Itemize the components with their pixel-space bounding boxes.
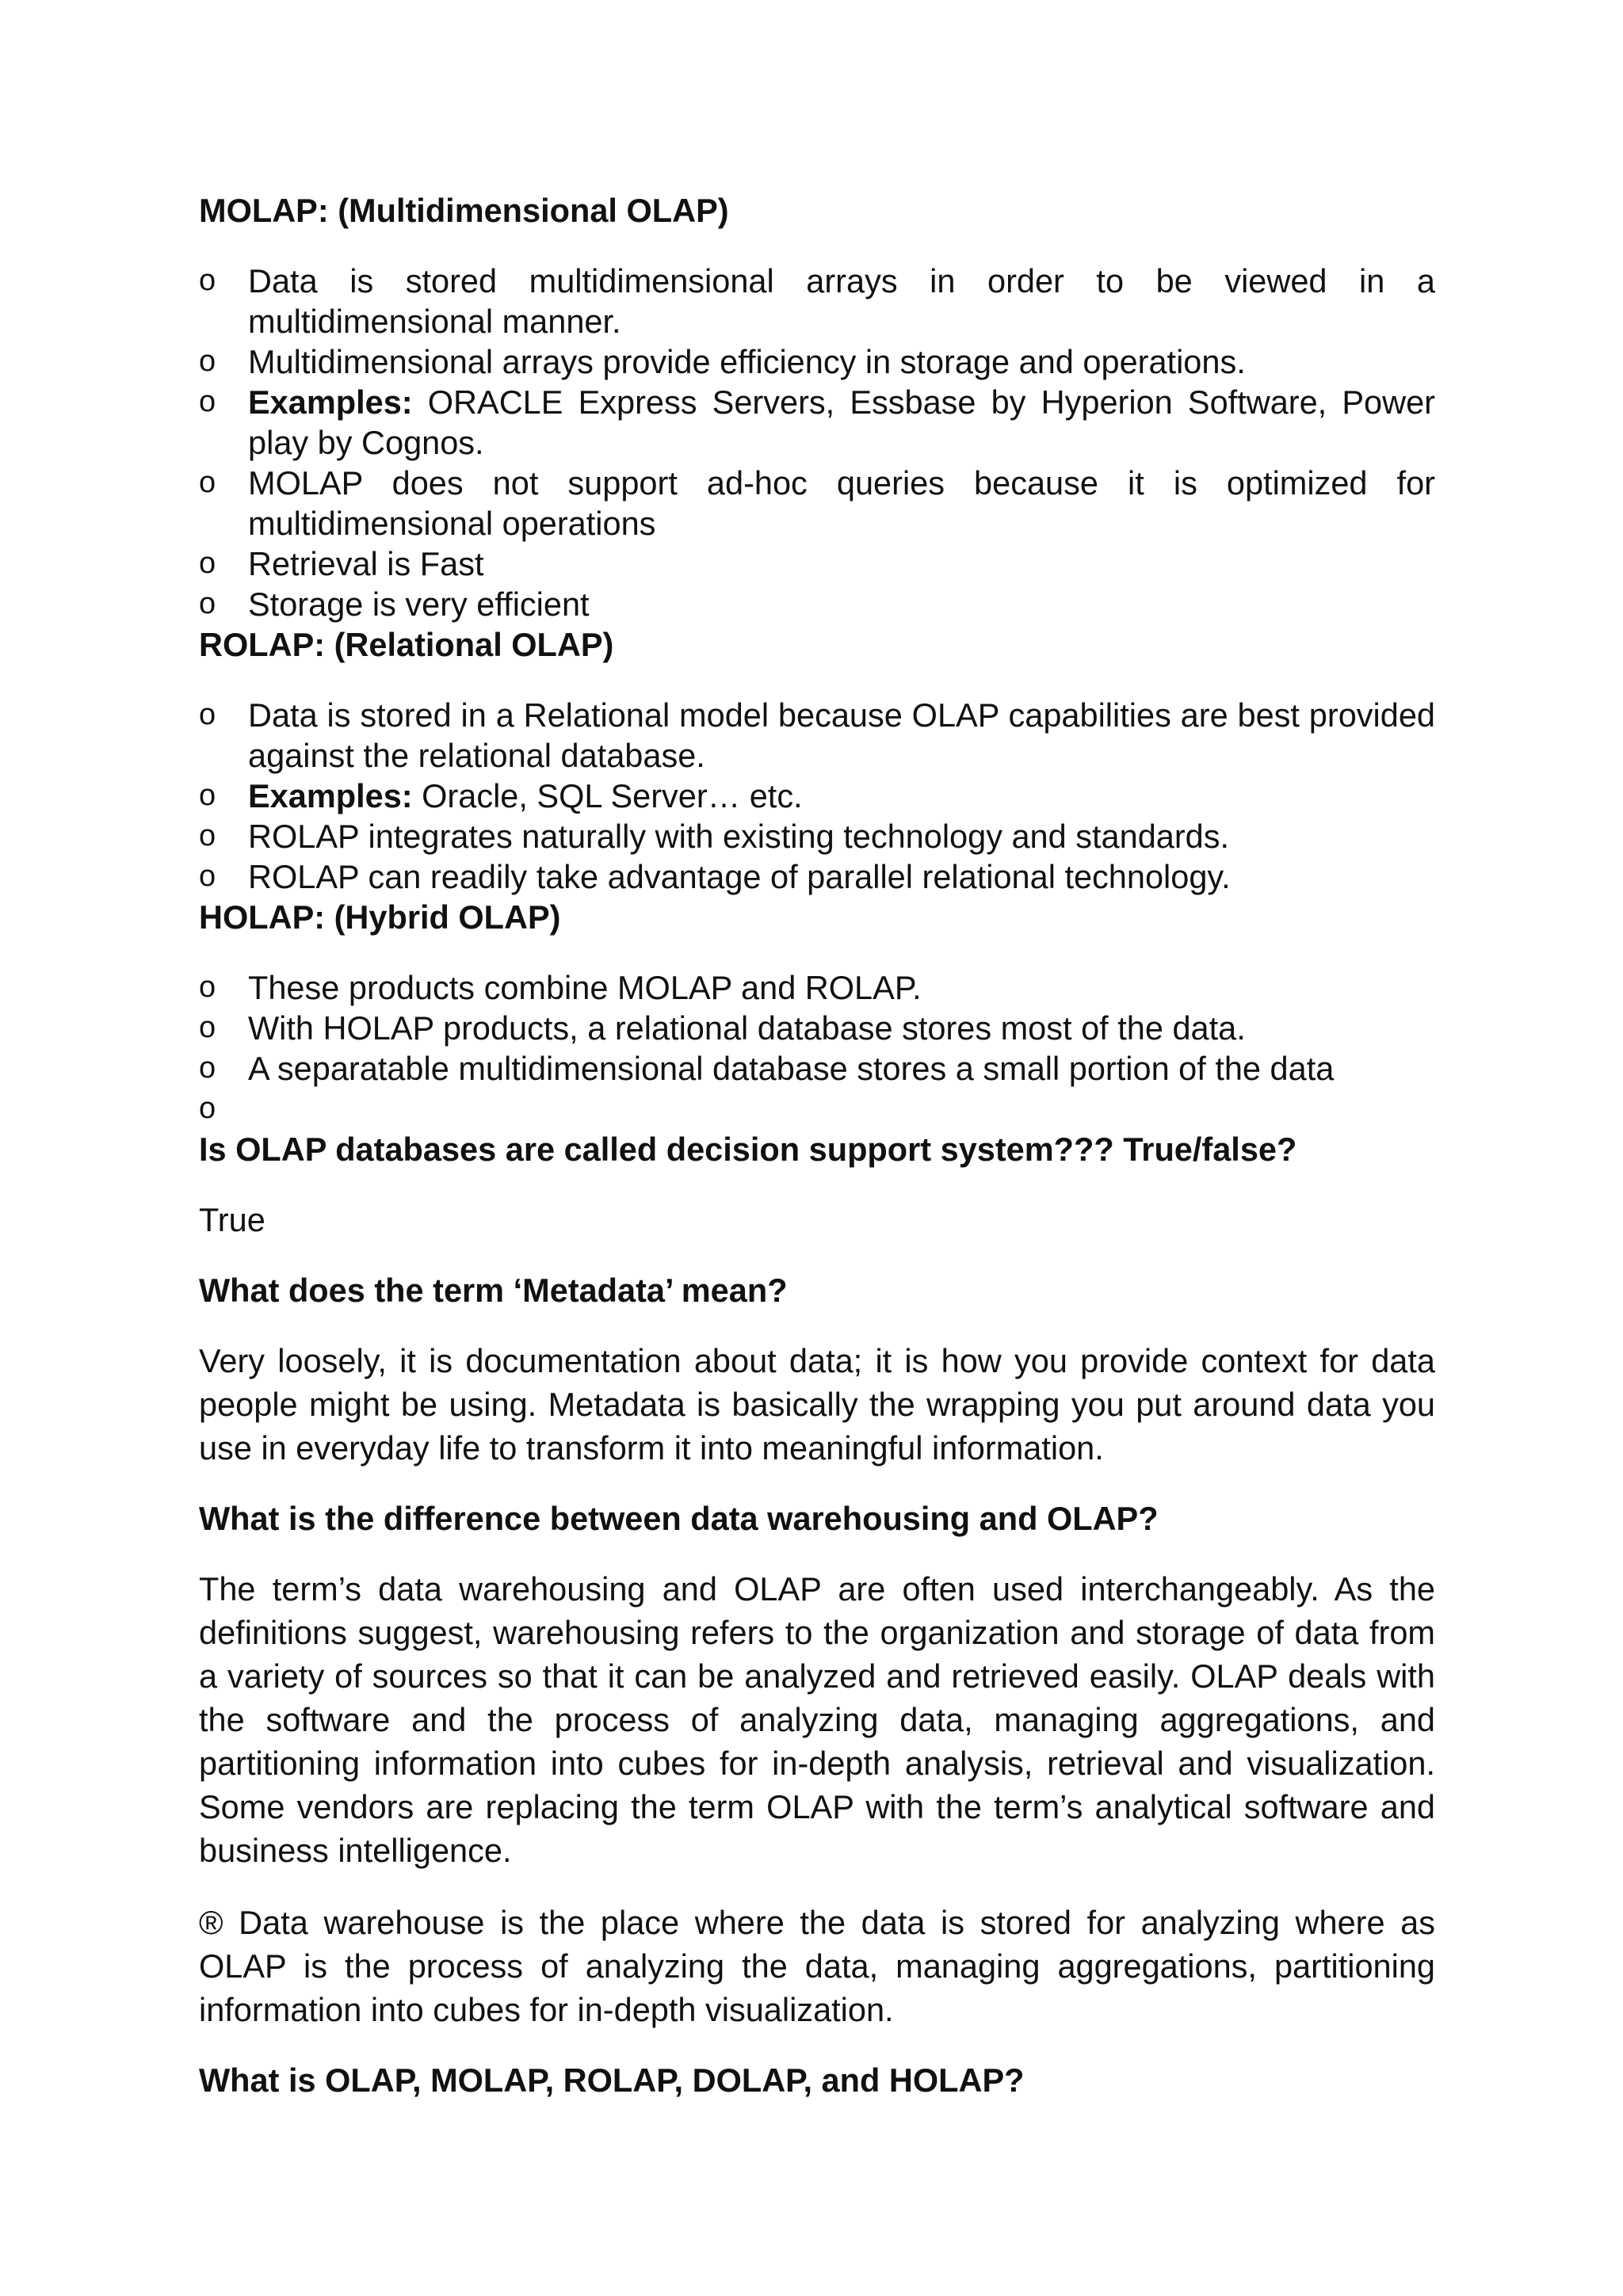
bullet-text: Oracle, SQL Server… etc. [412,777,803,814]
list-item [199,695,1435,776]
molap-heading: MOLAP: (Multidimensional OLAP) [199,192,729,229]
bullet-marker: o [199,1092,216,1125]
bullet-marker: o [199,385,216,418]
list-item [199,341,1435,382]
bullet-marker: o [199,466,216,499]
bullet-marker: o [199,1051,216,1085]
question-olap-dss: Is OLAP databases are called decision support system??? True/false? [199,1131,1297,1168]
bullet-marker: o [199,1011,216,1044]
list-item [199,967,1435,1008]
answer-dw-vs-olap: The term’s data warehousing and OLAP are often used interchangeably. As the definitions suggest, warehousing refers to the organization and storage of data from a variety of sources so that it can be analyzed and retrieved easily. OLAP deals with the software and the process of analyzing data, managing aggregations, and partitioning information into cubes for in-depth analysis, retrieval and visualization. Some vendors are replacing the term OLAP with the term’s analytical software and business intelligence. [199,1570,1435,1869]
bullet-marker: o [199,779,216,812]
holap-bullet-list [199,967,1435,1129]
bullet-text: Data is stored multidimensional arrays in order to be viewed in a multidimensional manner. [248,262,1435,340]
question-dw-vs-olap: What is the difference between data warehousing and OLAP? [199,1500,1159,1537]
bullet-marker: o [199,587,216,620]
bullet-marker: o [199,860,216,893]
bullet-text: Multidimensional arrays provide efficiency in storage and operations. [248,343,1246,380]
bullet-marker: o [199,264,216,297]
question-olap-types: What is OLAP, MOLAP, ROLAP, DOLAP, and HOLAP? [199,2061,1025,2099]
list-item [199,382,1435,463]
bullet-text: ORACLE Express Servers, Essbase by Hyperion Software, Power play by Cognos. [248,383,1435,461]
answer-dw-vs-olap-note: ® Data warehouse is the place where the data is stored for analyzing where as OLAP is the process of analyzing the data, managing aggregations, partitioning information into cubes for in-depth visualization. [199,1904,1435,2028]
rolap-bullet-list [199,695,1435,897]
bullet-text: These products combine MOLAP and ROLAP. [248,969,922,1006]
answer-olap-dss: True [199,1201,265,1238]
list-item [199,1008,1435,1048]
list-item [199,543,1435,584]
list-item [199,1048,1435,1089]
list-item [199,776,1435,816]
bullet-marker: o [199,971,216,1004]
bullet-text: Retrieval is Fast [248,545,484,582]
question-metadata: What does the term ‘Metadata’ mean? [199,1272,788,1309]
bullet-text: MOLAP does not support ad-hoc queries because it is optimized for multidimensional operations [248,464,1435,542]
list-item [199,463,1435,543]
list-item [199,856,1435,897]
list-item [199,584,1435,624]
list-item [199,1089,1435,1129]
bullet-marker: o [199,819,216,852]
bullet-text: ROLAP integrates naturally with existing technology and standards. [248,818,1230,855]
list-item [199,261,1435,341]
bullet-marker: o [199,547,216,580]
bullet-text: Storage is very efficient [248,585,590,623]
bullet-bold-label: Examples: [248,777,413,814]
bullet-text: ROLAP can readily take advantage of parallel relational technology. [248,858,1231,895]
document-page [199,190,1435,2100]
molap-bullet-list [199,261,1435,624]
bullet-bold-label: Examples: [248,383,413,421]
holap-heading: HOLAP: (Hybrid OLAP) [199,898,561,936]
bullet-text: Data is stored in a Relational model because OLAP capabilities are best provided against the relational database. [248,696,1435,774]
bullet-marker: o [199,698,216,731]
list-item [199,816,1435,856]
bullet-text: A separatable multidimensional database stores a small portion of the data [248,1050,1335,1087]
rolap-heading: ROLAP: (Relational OLAP) [199,626,614,663]
bullet-text: With HOLAP products, a relational database stores most of the data. [248,1009,1246,1047]
bullet-marker: o [199,345,216,378]
answer-metadata: Very loosely, it is documentation about data; it is how you provide context for data people might be using. Metadata is basically the wrapping you put around data you use in everyday life to transform it into meaningful information. [199,1342,1435,1466]
